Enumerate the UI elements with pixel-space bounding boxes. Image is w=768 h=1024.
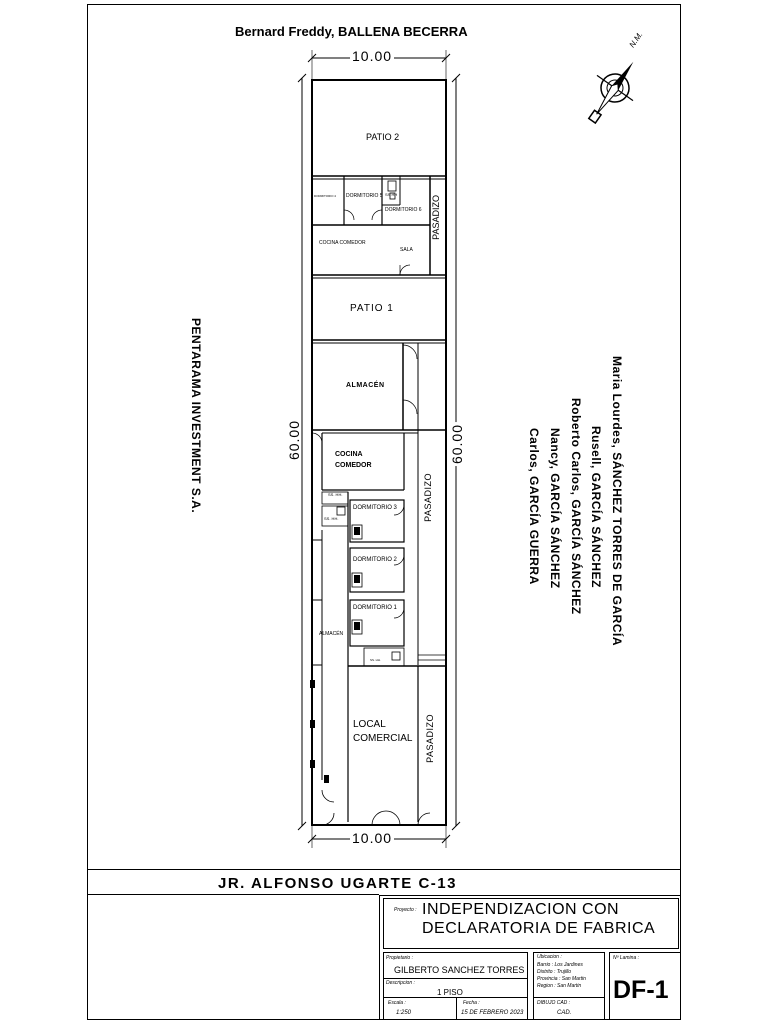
neighbor-right-5: Carlos, GARCÍA GUERRA	[527, 428, 541, 585]
proyecto-line-1: INDEPENDIZACION CON	[422, 901, 620, 918]
region-value: Region : San Martin	[537, 983, 582, 989]
room-cocina-mid-2: COMEDOR	[335, 462, 372, 469]
location-divider	[533, 997, 605, 998]
room-patio-2: PATIO 2	[366, 132, 400, 142]
fecha-label: Fecha :	[463, 1000, 480, 1006]
right-dimension-label: 60.00	[449, 424, 465, 465]
street-name: JR. ALFONSO UGARTE C-13	[218, 875, 457, 892]
escala-label: Escala :	[388, 1000, 406, 1006]
neighbor-right-2: Rusell, GARCÍA SÁNCHEZ	[589, 426, 603, 588]
room-almacen-small: ALMACÉN	[319, 631, 344, 637]
neighbor-right-4: Nancy, GARCÍA SÁNCHEZ	[548, 428, 562, 589]
neighbor-right-3: Roberto Carlos, GARCÍA SÁNCHEZ	[569, 398, 583, 615]
lamina-label: Nº Lamina :	[613, 955, 640, 961]
fecha-value: 15 DE FEBRERO 2023	[461, 1010, 524, 1016]
dibujo-value: CAD.	[557, 1010, 572, 1016]
north-label: N.M.	[627, 30, 645, 50]
descripcion-value: 1 PISO	[437, 988, 463, 997]
street-top-line	[87, 869, 681, 870]
room-dormitorio-3: DORMITORIO 3	[353, 505, 397, 511]
room-cocina-mid-1: COCINA	[335, 451, 363, 458]
neighbor-right-1: Maria Lourdes, SÁNCHEZ TORRES DE GARCÍA	[610, 356, 624, 646]
lamina-value: DF-1	[613, 976, 669, 1004]
room-dormitorio-5: DORMITORIO 5	[346, 193, 383, 199]
distrito-value: Distrito : Trujillo	[537, 969, 572, 975]
room-dormitorio-6: DORMITORIO 6	[385, 207, 422, 213]
room-cocina-comedor-top: COCINA COMEDOR	[319, 240, 366, 246]
room-dormitorio-1: DORMITORIO 1	[353, 605, 397, 611]
room-sala: SALA	[400, 247, 413, 253]
top-dimension-label: 10.00	[352, 48, 393, 64]
room-local-2: COMERCIAL	[353, 733, 413, 744]
room-dormitorio-4: DORMITORIO 4	[314, 194, 336, 198]
descripcion-label: Descripcion :	[386, 980, 415, 986]
propietario-value: GILBERTO SANCHEZ TORRES	[394, 965, 525, 975]
bottom-dimension-label: 10.00	[352, 830, 393, 846]
room-ss-hh-top: SS HH	[385, 192, 398, 197]
left-dimension-label: 60.00	[286, 420, 302, 461]
proyecto-line-2: DECLARATORIA DE FABRICA	[422, 920, 656, 937]
owner-divider	[383, 978, 528, 979]
room-dormitorio-2: DORMITORIO 2	[353, 557, 397, 563]
room-pasadizo-mid: PASADIZO	[423, 473, 433, 522]
room-patio-1: PATIO 1	[350, 303, 394, 314]
room-pasadizo-bottom: PASADIZO	[425, 714, 435, 763]
room-ss-hh-mid-2: SS. HH.	[324, 516, 339, 521]
room-ss-hh-low: SS. HH.	[370, 658, 381, 662]
top-owner-label: Bernard Freddy, BALLENA BECERRA	[235, 24, 468, 39]
room-pasadizo-top: PASADIZO	[431, 195, 441, 240]
escala-value: 1:250	[396, 1010, 412, 1016]
propietario-label: Propietario :	[386, 955, 413, 961]
barrio-value: Barrio : Los Jardines	[537, 962, 583, 968]
room-ss-hh-mid: SS. HH.	[328, 492, 343, 497]
scale-divider	[456, 997, 457, 1020]
neighbor-left: PENTARAMA INVESTMENT S.A.	[189, 318, 203, 514]
ubicacion-label: Ubicacion :	[537, 954, 562, 960]
room-local-1: LOCAL	[353, 719, 386, 730]
room-almacen-main: ALMACÉN	[346, 382, 385, 389]
street-bottom-line	[87, 894, 379, 895]
provincia-value: Provincia : San Martin	[537, 976, 586, 982]
dibujo-label: DIBUJO CAD :	[537, 1000, 571, 1006]
proyecto-label: Proyecto :	[394, 907, 417, 913]
